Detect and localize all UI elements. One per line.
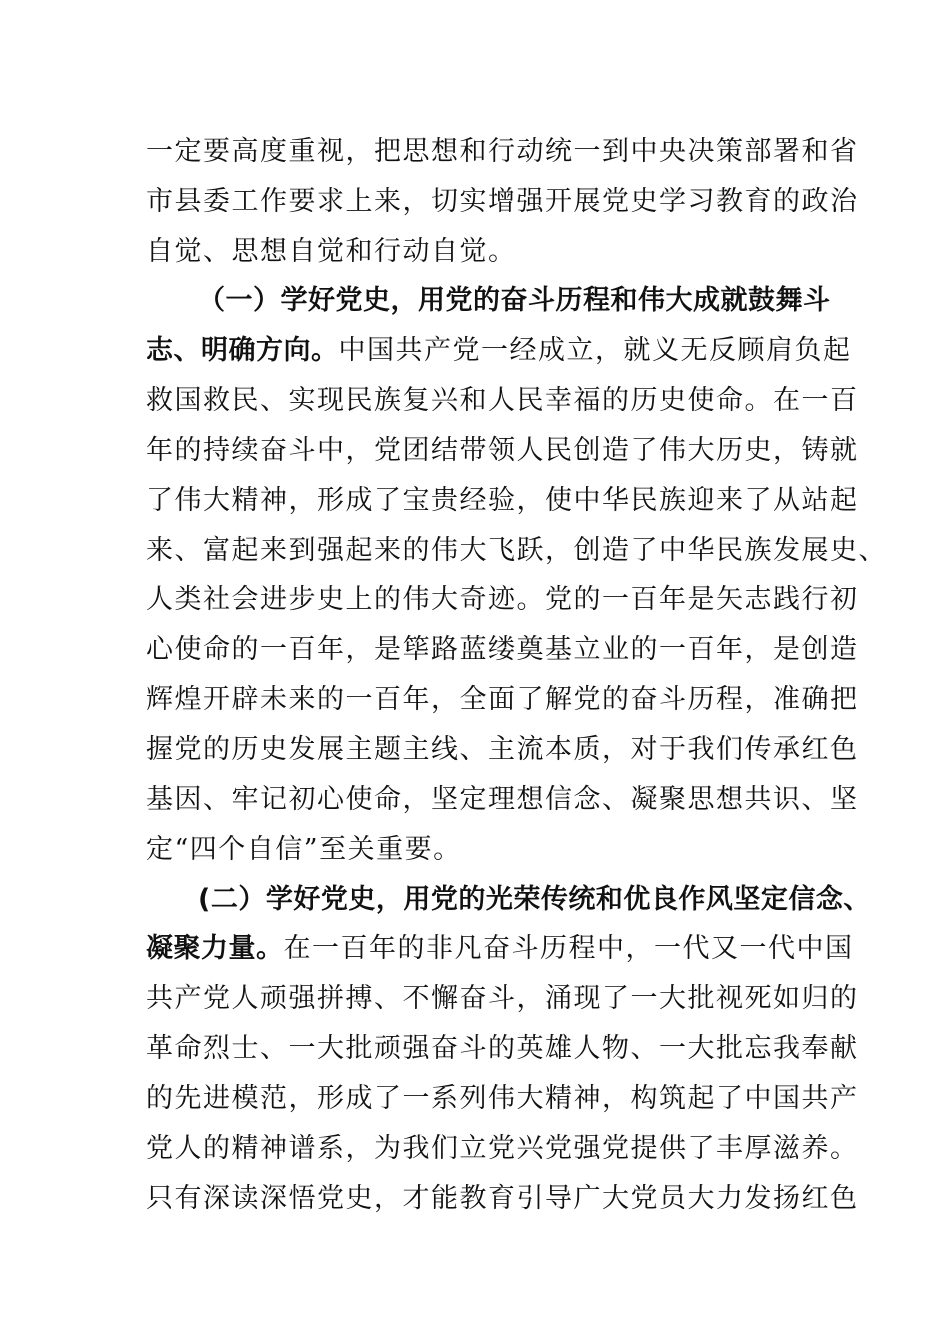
body-text: 了伟大精神，形成了宝贵经验，使中华民族迎来了从站起 bbox=[146, 485, 859, 516]
paragraph-line bbox=[146, 680, 859, 720]
paragraph-line bbox=[146, 730, 859, 770]
section-heading-2: (二）学好党史，用党的光荣传统和优良作风坚定信念、 bbox=[198, 884, 871, 915]
section-heading-line bbox=[198, 281, 831, 321]
body-text: 在一百年的非凡奋斗历程中，一代又一代中国 bbox=[283, 933, 854, 964]
body-text: 握党的历史发展主题主线、主流本质，对于我们传承红色 bbox=[146, 734, 859, 765]
paragraph-line bbox=[146, 381, 859, 421]
paragraph-line bbox=[146, 1179, 859, 1219]
body-text: 年的持续奋斗中，党团结带领人民创造了伟大历史，铸就 bbox=[146, 435, 859, 466]
section-heading-line bbox=[198, 880, 871, 920]
section-heading-2-tail: 凝聚力量。 bbox=[146, 933, 284, 964]
body-text: 来、富起来到强起来的伟大飞跃，创造了中华民族发展史、 bbox=[146, 535, 887, 566]
paragraph-line bbox=[146, 630, 859, 670]
paragraph-line bbox=[146, 431, 859, 471]
paragraph-line bbox=[146, 232, 517, 272]
paragraph-line bbox=[146, 1029, 859, 1069]
paragraph-line bbox=[146, 182, 859, 222]
body-text: 辉煌开辟未来的一百年，全面了解党的奋斗历程，准确把 bbox=[146, 684, 859, 715]
body-text: 革命烈士、一大批顽强奋斗的英雄人物、一大批忘我奉献 bbox=[146, 1033, 859, 1064]
paragraph-line bbox=[146, 1079, 859, 1119]
body-text: 共产党人顽强拼搏、不懈奋斗，涌现了一大批视死如归的 bbox=[146, 983, 859, 1014]
body-text: 市县委工作要求上来，切实增强开展党史学习教育的政治 bbox=[146, 186, 859, 217]
paragraph-line bbox=[146, 481, 859, 521]
section-heading-1-tail: 志、明确方向。 bbox=[146, 335, 339, 366]
paragraph-line bbox=[146, 132, 859, 172]
paragraph-line bbox=[146, 780, 859, 820]
body-text: 定“四个自信”至关重要。 bbox=[146, 834, 462, 865]
paragraph-line bbox=[146, 830, 462, 870]
body-text: 一定要高度重视，把思想和行动统一到中央决策部署和省 bbox=[146, 136, 859, 167]
body-text: 基因、牢记初心使命，坚定理想信念、凝聚思想共识、坚 bbox=[146, 784, 859, 815]
paragraph-line bbox=[146, 580, 859, 620]
body-text: 党人的精神谱系，为我们立党兴党强党提供了丰厚滋养。 bbox=[146, 1133, 859, 1164]
paragraph-line bbox=[146, 929, 854, 969]
paragraph-line bbox=[146, 979, 859, 1019]
paragraph-line bbox=[146, 531, 887, 571]
paragraph-line bbox=[146, 331, 852, 371]
body-text: 自觉、思想自觉和行动自觉。 bbox=[146, 236, 517, 267]
body-text: 的先进模范，形成了一系列伟大精神，构筑起了中国共产 bbox=[146, 1083, 859, 1114]
body-text: 心使命的一百年，是筚路蓝缕奠基立业的一百年，是创造 bbox=[146, 634, 859, 665]
body-text: 人类社会进步史上的伟大奇迹。党的一百年是矢志践行初 bbox=[146, 584, 859, 615]
section-heading-1: （一）学好党史，用党的奋斗历程和伟大成就鼓舞斗 bbox=[198, 285, 831, 316]
body-text: 中国共产党一经成立，就义无反顾肩负起 bbox=[338, 335, 852, 366]
body-text: 救国救民、实现民族复兴和人民幸福的历史使命。在一百 bbox=[146, 385, 859, 416]
paragraph-line bbox=[146, 1129, 859, 1169]
body-text: 只有深读深悟党史，才能教育引导广大党员大力发扬红色 bbox=[146, 1183, 859, 1214]
